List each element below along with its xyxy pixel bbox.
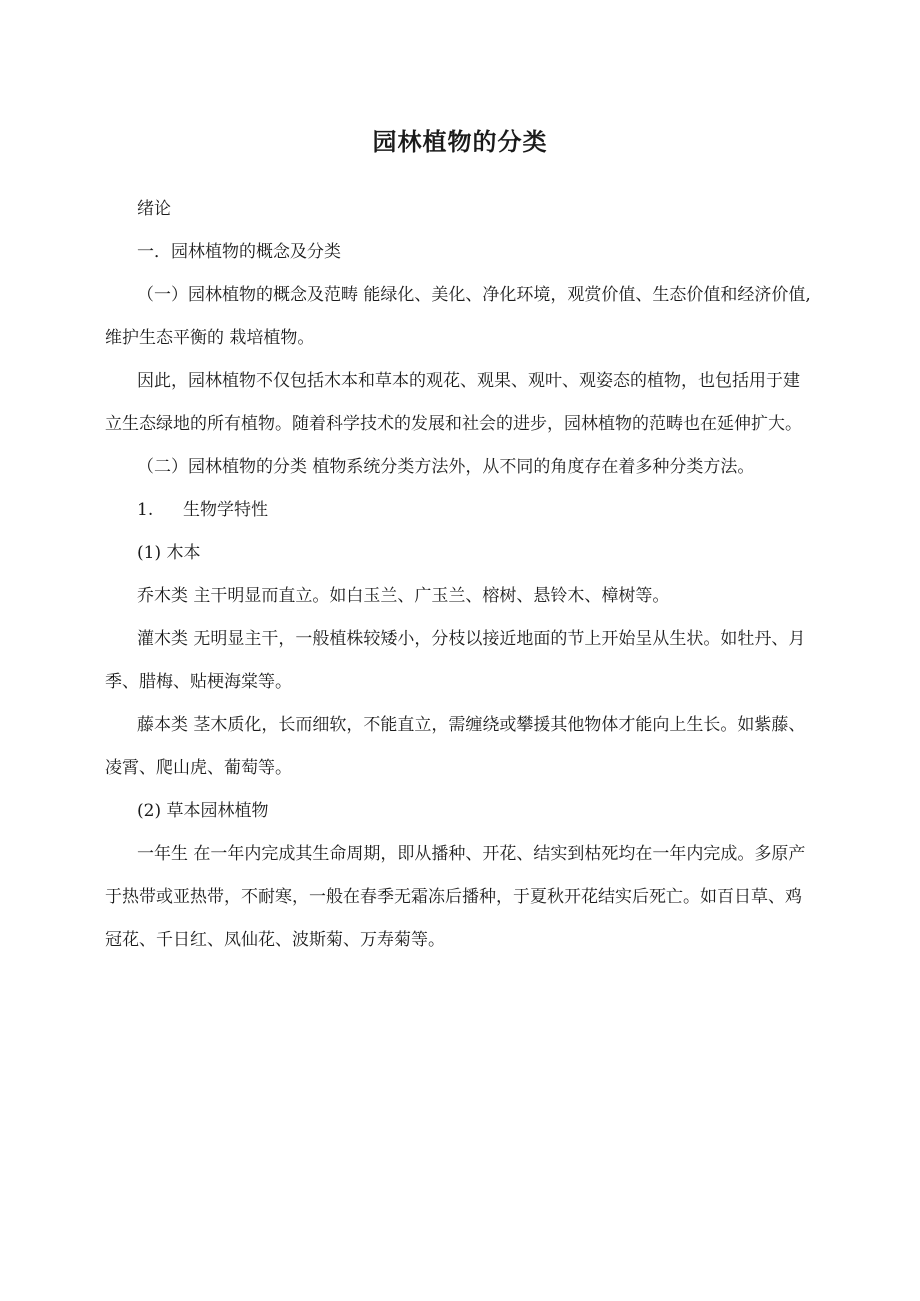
paragraph-section-one-heading: 一．园林植物的概念及分类 <box>137 242 341 262</box>
paragraph-concept-scope: （一）园林植物的概念及范畴 能绿化、美化、净化环境，观赏价值、生态价值和经济价值,维护生态平衡的 栽培植物。 <box>105 285 811 348</box>
paragraph-therefore: 因此，园林植物不仅包括木本和草本的观花、观果、观叶、观姿态的植物，也包括用于建立生态绿地的所有植物。随着科学技术的发展和社会的进步，园林植物的范畴也在延伸扩大。 <box>105 371 802 434</box>
paragraph-vines: 藤本类 茎木质化，长而细软，不能直立，需缠绕或攀援其他物体才能向上生长。如紫藤、凌霄、爬山虎、葡萄等。 <box>105 715 806 778</box>
paragraph-classification: （二）园林植物的分类 植物系统分类方法外，从不同的角度存在着多种分类方法。 <box>137 457 755 477</box>
document-title: 园林植物的分类 <box>372 128 548 156</box>
paragraph-woody-heading: (1) 木本 <box>137 543 201 563</box>
paragraph-trees: 乔木类 主干明显而直立。如白玉兰、广玉兰、榕树、悬铃木、樟树等。 <box>137 586 670 606</box>
paragraph-annuals: 一年生 在一年内完成其生命周期，即从播种、开花、结实到枯死均在一年内完成。多原产于热带或亚热带，不耐寒，一般在春季无霜冻后播种，于夏秋开花结实后死亡。如百日草、鸡冠花、千日红、凤仙花、波斯菊、万寿菊等。 <box>105 844 806 950</box>
paragraph-shrubs: 灌木类 无明显主干，一般植株较矮小，分枝以接近地面的节上开始呈从生状。如牡丹、月季、腊梅、贴梗海棠等。 <box>105 629 806 692</box>
list-text: 生物学特性 <box>183 500 268 520</box>
paragraph-introduction: 绪论 <box>137 199 171 219</box>
paragraph-herbaceous-heading: (2) 草本园林植物 <box>137 801 269 821</box>
paragraph-biological-traits <box>105 489 815 532</box>
list-number: 1. <box>137 500 154 520</box>
document-body <box>105 188 815 962</box>
